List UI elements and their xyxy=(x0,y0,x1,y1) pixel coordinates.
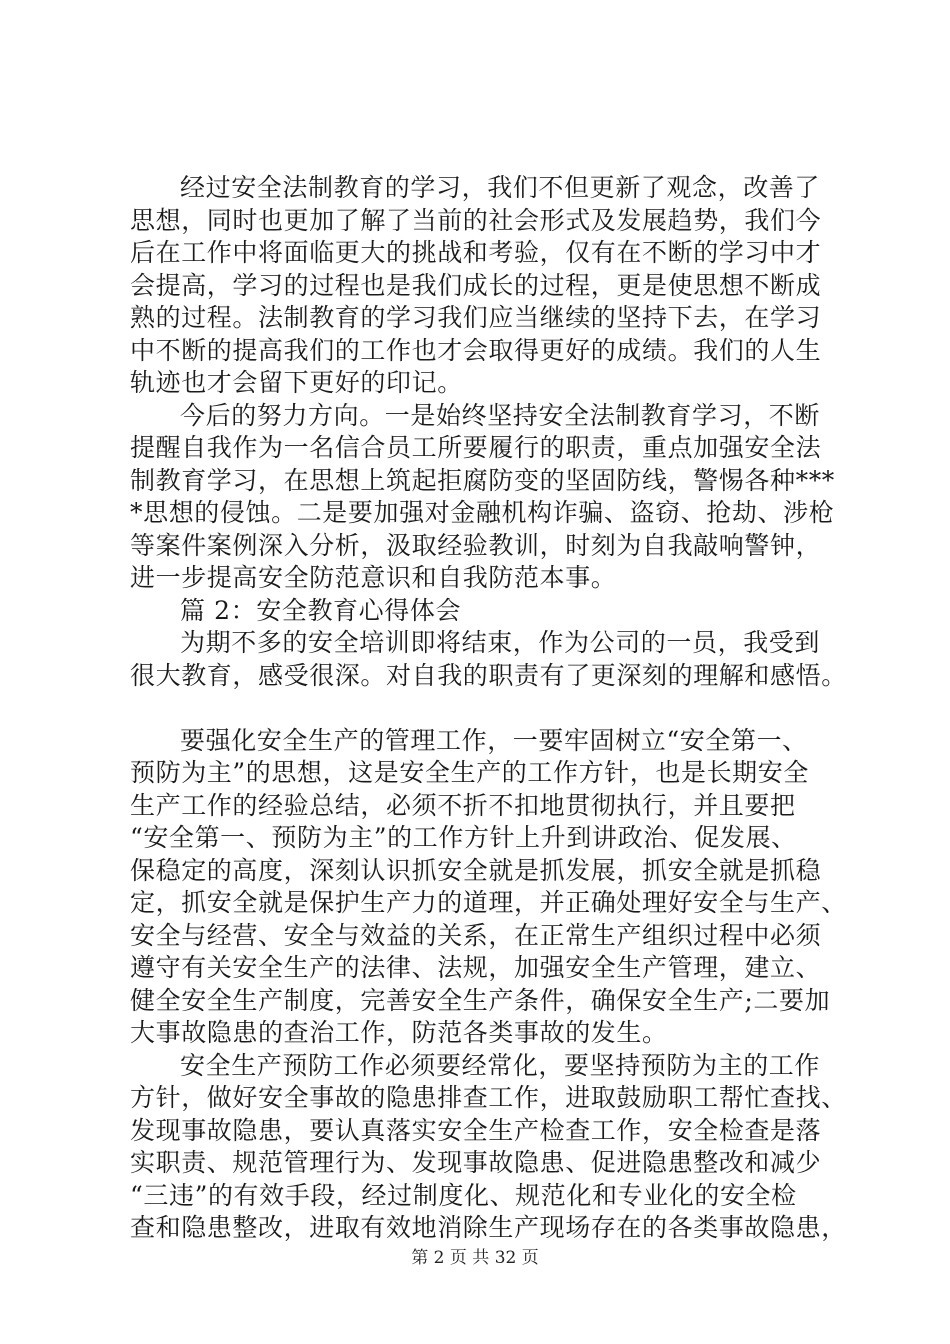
paragraph xyxy=(130,400,850,595)
paragraph xyxy=(130,627,850,692)
section-heading xyxy=(130,595,850,628)
text-line: 健全安全生产制度，完善安全生产条件，确保安全生产;二要加 xyxy=(130,985,831,1015)
text-line: 发现事故隐患，要认真落实安全生产检查工作，安全检查是落 xyxy=(130,1115,822,1145)
paragraph xyxy=(130,172,850,400)
text-line: “安全第一、预防为主”的工作方针上升到讲政治、促发展、 xyxy=(130,823,797,852)
text-line: 保稳定的高度，深刻认识抓安全就是抓发展，抓安全就是抓稳 xyxy=(130,855,822,885)
text-line: 遵守有关安全生产的法律、法规，加强安全生产管理，建立、 xyxy=(130,953,822,982)
text-line: 等案件案例深入分析，汲取经验教训，时刻为自我敲响警钟， xyxy=(130,530,822,560)
text-line: 很大教育，感受很深。对自我的职责有了更深刻的理解和感悟。 xyxy=(130,660,847,690)
text-line: 预防为主”的思想，这是安全生产的工作方针，也是长期安全 xyxy=(130,758,809,787)
text-line: 实职责、规范管理行为、发现事故隐患、促进隐患整改和减少 xyxy=(130,1148,822,1177)
document-body xyxy=(130,172,850,1245)
text-line: *思想的侵蚀。二是要加强对金融机构诈骗、盗窃、抢劫、涉枪 xyxy=(130,498,835,527)
text-line: 大事故隐患的查治工作，防范各类事故的发生。 xyxy=(130,1018,668,1047)
text-line: 生产工作的经验总结，必须不折不扣地贯彻执行，并且要把 xyxy=(130,790,796,820)
heading-line: 篇 2：安全教育心得体会 xyxy=(180,595,462,625)
paragraph xyxy=(130,725,850,1050)
text-line: 提醒自我作为一名信合员工所要履行的职责，重点加强安全法 xyxy=(130,433,822,462)
page-footer xyxy=(0,1243,950,1268)
text-line: 要强化安全生产的管理工作，一要牢固树立“安全第一、 xyxy=(180,725,808,755)
text-line: 会提高，学习的过程也是我们成长的过程，更是使思想不断成 xyxy=(130,270,822,300)
text-line: “三违”的有效手段，经过制度化、规范化和专业化的安全检 xyxy=(130,1180,797,1210)
paragraph xyxy=(130,1050,850,1245)
text-line: 今后的努力方向。一是始终坚持安全法制教育学习，不断 xyxy=(180,400,821,430)
text-line: 安全生产预防工作必须要经常化，要坚持预防为主的工作 xyxy=(180,1050,821,1080)
text-line: 方针，做好安全事故的隐患排查工作，进取鼓励职工帮忙查找、 xyxy=(130,1083,847,1112)
page-number: 第 2 页 共 32 页 xyxy=(411,1248,539,1268)
text-line: 进一步提高安全防范意识和自我防范本事。 xyxy=(130,563,617,592)
blank-line xyxy=(130,692,850,725)
text-line: 思想，同时也更加了解了当前的社会形式及发展趋势，我们今 xyxy=(130,205,822,235)
text-line: 查和隐患整改，进取有效地消除生产现场存在的各类事故隐患， xyxy=(130,1213,847,1242)
text-line: 熟的过程。法制教育的学习我们应当继续的坚持下去，在学习 xyxy=(130,303,822,332)
text-line: 经过安全法制教育的学习，我们不但更新了观念，改善了 xyxy=(180,173,821,202)
text-line: 安全与经营、安全与效益的关系，在正常生产组织过程中必须 xyxy=(130,920,822,950)
text-line: 为期不多的安全培训即将结束，作为公司的一员，我受到 xyxy=(180,628,821,657)
text-line: 轨迹也才会留下更好的印记。 xyxy=(130,368,463,397)
text-line: 定，抓安全就是保护生产力的道理，并正确处理好安全与生产、 xyxy=(130,888,847,917)
text-line: 制教育学习，在思想上筑起拒腐防变的坚固防线，警惕各种*** xyxy=(130,465,835,495)
text-line: 中不断的提高我们的工作也才会取得更好的成绩。我们的人生 xyxy=(130,335,822,365)
text-line: 后在工作中将面临更大的挑战和考验，仅有在不断的学习中才 xyxy=(130,238,822,267)
